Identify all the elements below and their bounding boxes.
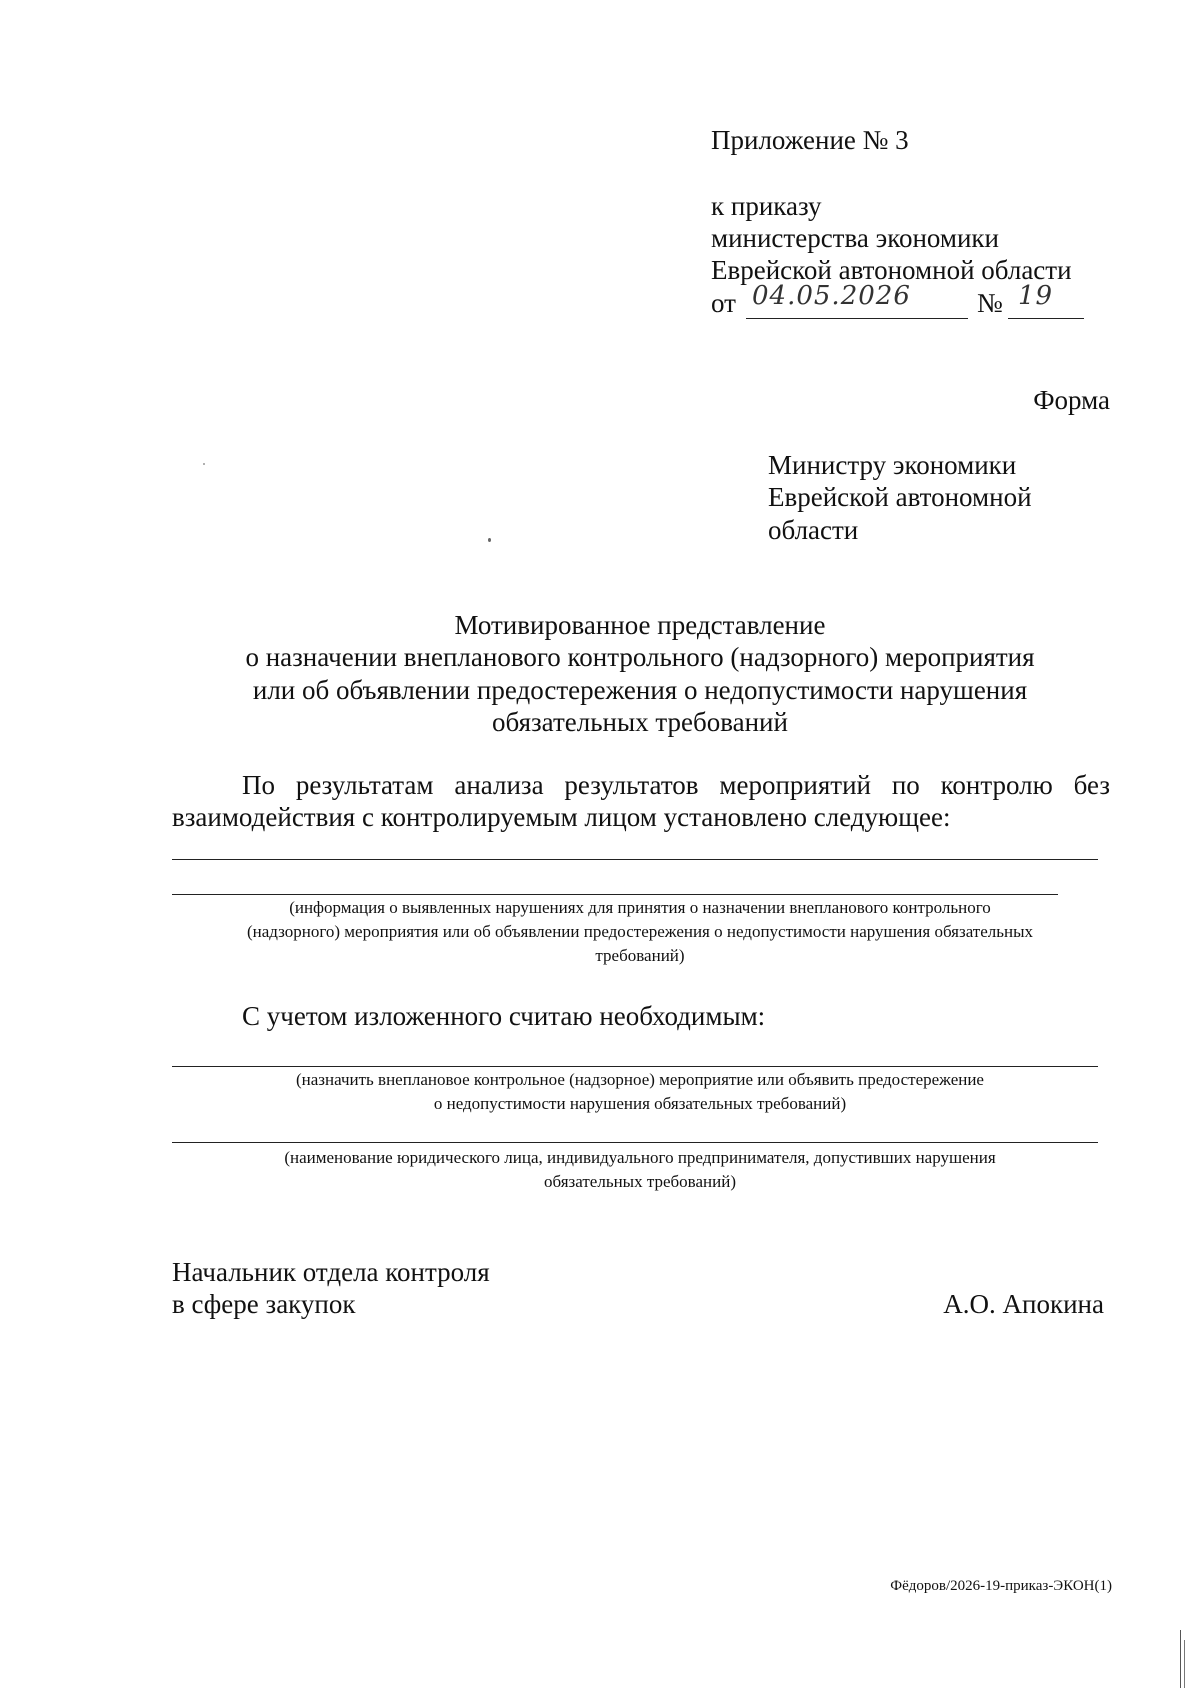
heading-line-4: обязательных требований (492, 707, 788, 737)
appendix-date-prefix: от (711, 288, 736, 318)
entity-hint-line-2: обязательных требований) (544, 1172, 736, 1191)
handwritten-number: 19 (1018, 281, 1054, 311)
addressee-line-3: области (768, 515, 859, 545)
entity-hint-line-1: (наименование юридического лица, индивидуального предпринимателя, допустивших нарушения (284, 1148, 996, 1167)
entity-blank-line (172, 1142, 1098, 1143)
signatory-position-line-1: Начальник отдела контроля (172, 1257, 490, 1287)
heading-line-2: о назначении внепланового контрольного (надзорного) мероприятия (245, 642, 1035, 672)
findings-hint-line-3: требований) (595, 946, 685, 965)
signatory-name: А.О. Апокина (943, 1289, 1104, 1319)
appendix-region-line: Еврейской автономной области (711, 255, 1072, 285)
findings-hint-line-1: (информация о выявленных нарушениях для принятия о назначении внепланового контрольного (289, 898, 991, 917)
appendix-ministry-line: министерства экономики (711, 223, 999, 253)
decision-hint-line-2: о недопустимости нарушения обязательных требований) (433, 1094, 847, 1113)
findings-blank-line-2 (172, 894, 1058, 895)
number-underline (1008, 318, 1084, 319)
heading-line-3: или об объявлении предостережения о недопустимости нарушения (252, 675, 1028, 705)
appendix-title: Приложение № 3 (711, 125, 909, 155)
scan-edge-mark (1184, 1640, 1185, 1688)
signatory-position-line-2: в сфере закупок (172, 1289, 356, 1319)
intro-line-2: взаимодействия с контролируемым лицом установлено следующее: (172, 802, 951, 832)
date-underline (746, 318, 968, 319)
handwritten-date: 04.05.2026 (752, 281, 911, 311)
scan-edge-mark (1180, 1630, 1181, 1688)
form-label: Форма (1033, 385, 1110, 415)
conclusion-text: С учетом изложенного считаю необходимым: (242, 1001, 766, 1031)
intro-line-1: По результатам анализа результатов мероприятий по контролю без (242, 770, 1110, 800)
footer-document-code: Фёдоров/2026-19-приказ-ЭКОН(1) (890, 1578, 1112, 1594)
findings-blank-line-1 (172, 859, 1098, 860)
decision-blank-line (172, 1066, 1098, 1067)
findings-hint-line-2: (надзорного) мероприятия или об объявлении предостережения о недопустимости нарушения обязательных (246, 922, 1034, 941)
addressee-line-2: Еврейской автономной (768, 482, 1032, 512)
appendix-order-line: к приказу (711, 191, 822, 221)
addressee-line-1: Министру экономики (768, 450, 1017, 480)
appendix-number-label: № (977, 288, 1003, 318)
heading-line-1: Мотивированное представление (454, 610, 826, 640)
scan-speck (488, 538, 491, 542)
scan-speck (203, 463, 205, 465)
decision-hint-line-1: (назначить внеплановое контрольное (надзорное) мероприятие или объявить предостережение (296, 1070, 984, 1089)
